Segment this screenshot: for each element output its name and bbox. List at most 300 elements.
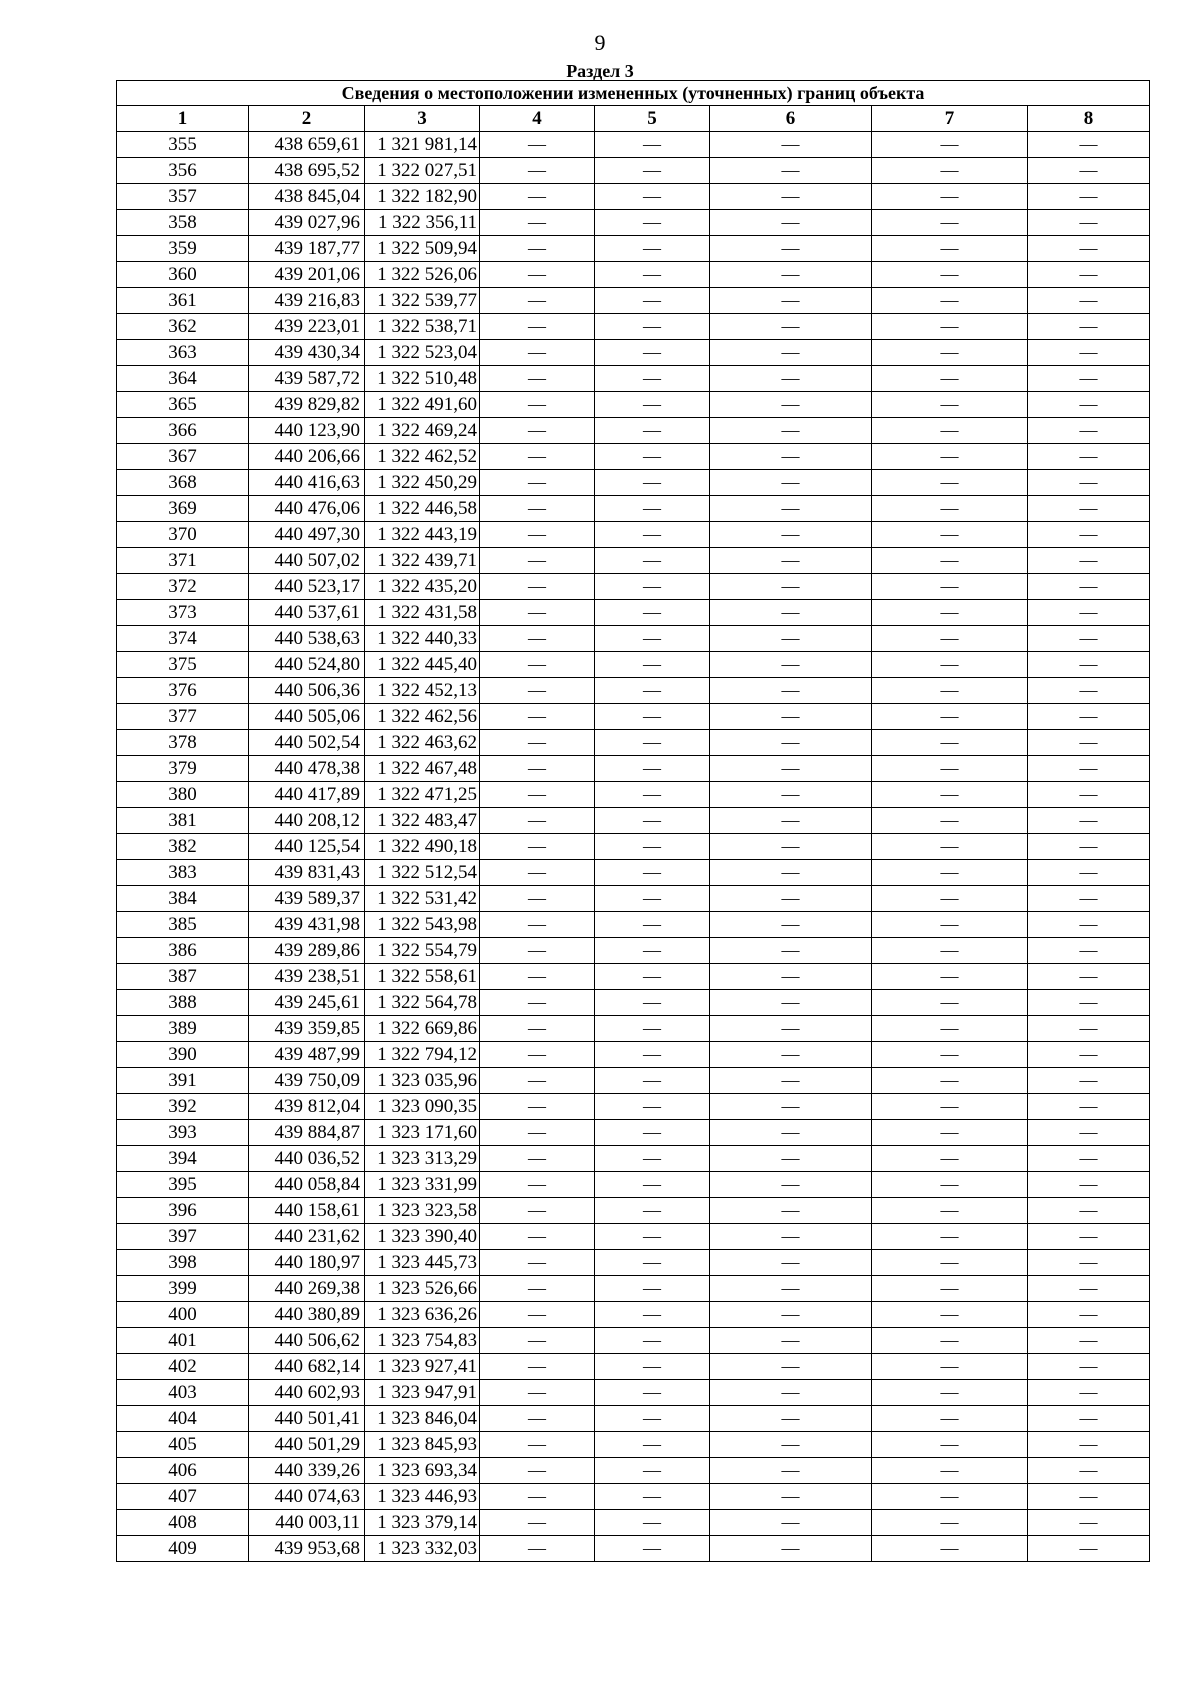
- empty-value-cell: —: [480, 678, 595, 704]
- empty-value-cell: —: [595, 548, 710, 574]
- empty-value-cell: —: [872, 912, 1028, 938]
- table-row: [117, 1094, 1150, 1120]
- point-number-cell: 391: [117, 1068, 249, 1094]
- empty-value-cell: —: [872, 158, 1028, 184]
- point-number-cell: 401: [117, 1328, 249, 1354]
- table-row: [117, 886, 1150, 912]
- table-row: [117, 1432, 1150, 1458]
- empty-value-cell: —: [872, 1068, 1028, 1094]
- section-title: Раздел 3: [566, 61, 634, 81]
- empty-value-cell: —: [872, 1510, 1028, 1536]
- empty-value-cell: —: [872, 990, 1028, 1016]
- empty-value-cell: —: [872, 1016, 1028, 1042]
- table-row: [117, 574, 1150, 600]
- empty-value-cell: —: [1028, 834, 1150, 860]
- empty-value-cell: —: [480, 1250, 595, 1276]
- empty-value-cell: —: [872, 340, 1028, 366]
- y-coordinate-cell: 1 322 439,71: [365, 548, 480, 574]
- point-number-cell: 383: [117, 860, 249, 886]
- point-number-cell: 390: [117, 1042, 249, 1068]
- y-coordinate-cell: 1 323 947,91: [365, 1380, 480, 1406]
- empty-value-cell: —: [480, 392, 595, 418]
- y-coordinate-cell: 1 322 469,24: [365, 418, 480, 444]
- empty-value-cell: —: [710, 1276, 872, 1302]
- empty-value-cell: —: [1028, 912, 1150, 938]
- x-coordinate-cell: 440 523,17: [249, 574, 365, 600]
- y-coordinate-cell: 1 322 440,33: [365, 626, 480, 652]
- empty-value-cell: —: [595, 1380, 710, 1406]
- empty-value-cell: —: [872, 236, 1028, 262]
- empty-value-cell: —: [1028, 236, 1150, 262]
- empty-value-cell: —: [710, 1042, 872, 1068]
- empty-value-cell: —: [1028, 1510, 1150, 1536]
- y-coordinate-cell: 1 323 636,26: [365, 1302, 480, 1328]
- point-number-cell: 392: [117, 1094, 249, 1120]
- empty-value-cell: —: [1028, 1172, 1150, 1198]
- empty-value-cell: —: [1028, 288, 1150, 314]
- table-caption: Сведения о местоположении измененных (уточненных) границ объекта: [117, 81, 1150, 106]
- point-number-cell: 387: [117, 964, 249, 990]
- table-row: [117, 1068, 1150, 1094]
- column-header-6: 6: [710, 106, 872, 132]
- empty-value-cell: —: [595, 600, 710, 626]
- empty-value-cell: —: [710, 314, 872, 340]
- empty-value-cell: —: [595, 496, 710, 522]
- x-coordinate-cell: 439 829,82: [249, 392, 365, 418]
- x-coordinate-cell: 439 238,51: [249, 964, 365, 990]
- point-number-cell: 382: [117, 834, 249, 860]
- x-coordinate-cell: 439 431,98: [249, 912, 365, 938]
- empty-value-cell: —: [480, 262, 595, 288]
- x-coordinate-cell: 440 417,89: [249, 782, 365, 808]
- point-number-cell: 358: [117, 210, 249, 236]
- y-coordinate-cell: 1 322 467,48: [365, 756, 480, 782]
- empty-value-cell: —: [710, 678, 872, 704]
- y-coordinate-cell: 1 323 445,73: [365, 1250, 480, 1276]
- empty-value-cell: —: [710, 236, 872, 262]
- table-row: [117, 990, 1150, 1016]
- point-number-cell: 405: [117, 1432, 249, 1458]
- empty-value-cell: —: [480, 1380, 595, 1406]
- empty-value-cell: —: [480, 1172, 595, 1198]
- y-coordinate-cell: 1 322 558,61: [365, 964, 480, 990]
- point-number-cell: 395: [117, 1172, 249, 1198]
- y-coordinate-cell: 1 323 845,93: [365, 1432, 480, 1458]
- empty-value-cell: —: [480, 418, 595, 444]
- y-coordinate-cell: 1 322 471,25: [365, 782, 480, 808]
- table-row: [117, 210, 1150, 236]
- point-number-cell: 408: [117, 1510, 249, 1536]
- empty-value-cell: —: [1028, 392, 1150, 418]
- table-row: [117, 1328, 1150, 1354]
- empty-value-cell: —: [710, 1432, 872, 1458]
- empty-value-cell: —: [480, 808, 595, 834]
- x-coordinate-cell: 440 123,90: [249, 418, 365, 444]
- empty-value-cell: —: [710, 1510, 872, 1536]
- empty-value-cell: —: [872, 730, 1028, 756]
- empty-value-cell: —: [1028, 782, 1150, 808]
- x-coordinate-cell: 439 587,72: [249, 366, 365, 392]
- empty-value-cell: —: [595, 392, 710, 418]
- empty-value-cell: —: [595, 1458, 710, 1484]
- empty-value-cell: —: [872, 1250, 1028, 1276]
- empty-value-cell: —: [595, 470, 710, 496]
- empty-value-cell: —: [1028, 1458, 1150, 1484]
- empty-value-cell: —: [1028, 184, 1150, 210]
- empty-value-cell: —: [1028, 652, 1150, 678]
- empty-value-cell: —: [480, 132, 595, 158]
- y-coordinate-cell: 1 322 445,40: [365, 652, 480, 678]
- empty-value-cell: —: [595, 1172, 710, 1198]
- empty-value-cell: —: [872, 288, 1028, 314]
- table-body: [117, 132, 1150, 1562]
- point-number-cell: 384: [117, 886, 249, 912]
- empty-value-cell: —: [1028, 522, 1150, 548]
- empty-value-cell: —: [710, 470, 872, 496]
- table-row: [117, 938, 1150, 964]
- empty-value-cell: —: [595, 756, 710, 782]
- x-coordinate-cell: 439 589,37: [249, 886, 365, 912]
- table-row: [117, 288, 1150, 314]
- point-number-cell: 386: [117, 938, 249, 964]
- point-number-cell: 396: [117, 1198, 249, 1224]
- x-coordinate-cell: 439 245,61: [249, 990, 365, 1016]
- x-coordinate-cell: 439 750,09: [249, 1068, 365, 1094]
- empty-value-cell: —: [710, 782, 872, 808]
- table-row: [117, 1146, 1150, 1172]
- y-coordinate-cell: 1 323 313,29: [365, 1146, 480, 1172]
- point-number-cell: 403: [117, 1380, 249, 1406]
- x-coordinate-cell: 440 538,63: [249, 626, 365, 652]
- x-coordinate-cell: 439 223,01: [249, 314, 365, 340]
- empty-value-cell: —: [480, 1120, 595, 1146]
- y-coordinate-cell: 1 322 446,58: [365, 496, 480, 522]
- empty-value-cell: —: [480, 886, 595, 912]
- column-header-5: 5: [595, 106, 710, 132]
- table-row: [117, 470, 1150, 496]
- empty-value-cell: —: [480, 756, 595, 782]
- table-row: [117, 964, 1150, 990]
- point-number-cell: 361: [117, 288, 249, 314]
- empty-value-cell: —: [480, 158, 595, 184]
- y-coordinate-cell: 1 322 538,71: [365, 314, 480, 340]
- empty-value-cell: —: [1028, 938, 1150, 964]
- point-number-cell: 388: [117, 990, 249, 1016]
- point-number-cell: 364: [117, 366, 249, 392]
- empty-value-cell: —: [595, 340, 710, 366]
- empty-value-cell: —: [710, 834, 872, 860]
- table-row: [117, 340, 1150, 366]
- table-row: [117, 1172, 1150, 1198]
- empty-value-cell: —: [480, 1432, 595, 1458]
- empty-value-cell: —: [710, 262, 872, 288]
- empty-value-cell: —: [1028, 808, 1150, 834]
- empty-value-cell: —: [595, 418, 710, 444]
- table-row: [117, 392, 1150, 418]
- empty-value-cell: —: [872, 1484, 1028, 1510]
- empty-value-cell: —: [480, 340, 595, 366]
- empty-value-cell: —: [1028, 990, 1150, 1016]
- empty-value-cell: —: [480, 730, 595, 756]
- empty-value-cell: —: [480, 912, 595, 938]
- table-row: [117, 860, 1150, 886]
- y-coordinate-cell: 1 322 669,86: [365, 1016, 480, 1042]
- x-coordinate-cell: 440 003,11: [249, 1510, 365, 1536]
- empty-value-cell: —: [710, 366, 872, 392]
- x-coordinate-cell: 440 180,97: [249, 1250, 365, 1276]
- y-coordinate-cell: 1 323 323,58: [365, 1198, 480, 1224]
- empty-value-cell: —: [710, 626, 872, 652]
- empty-value-cell: —: [595, 730, 710, 756]
- empty-value-cell: —: [872, 210, 1028, 236]
- empty-value-cell: —: [872, 392, 1028, 418]
- empty-value-cell: —: [1028, 626, 1150, 652]
- x-coordinate-cell: 440 502,54: [249, 730, 365, 756]
- x-coordinate-cell: 440 682,14: [249, 1354, 365, 1380]
- x-coordinate-cell: 439 201,06: [249, 262, 365, 288]
- empty-value-cell: —: [595, 964, 710, 990]
- empty-value-cell: —: [872, 808, 1028, 834]
- empty-value-cell: —: [1028, 600, 1150, 626]
- empty-value-cell: —: [595, 210, 710, 236]
- point-number-cell: 407: [117, 1484, 249, 1510]
- empty-value-cell: —: [872, 886, 1028, 912]
- coordinates-table: [116, 80, 1150, 1562]
- empty-value-cell: —: [595, 314, 710, 340]
- point-number-cell: 379: [117, 756, 249, 782]
- empty-value-cell: —: [1028, 158, 1150, 184]
- empty-value-cell: —: [595, 184, 710, 210]
- point-number-cell: 365: [117, 392, 249, 418]
- table-row: [117, 730, 1150, 756]
- table-row: [117, 1120, 1150, 1146]
- empty-value-cell: —: [710, 288, 872, 314]
- column-header-8: 8: [1028, 106, 1150, 132]
- empty-value-cell: —: [710, 392, 872, 418]
- empty-value-cell: —: [595, 1484, 710, 1510]
- x-coordinate-cell: 438 845,04: [249, 184, 365, 210]
- x-coordinate-cell: 440 231,62: [249, 1224, 365, 1250]
- point-number-cell: 397: [117, 1224, 249, 1250]
- point-number-cell: 360: [117, 262, 249, 288]
- y-coordinate-cell: 1 323 390,40: [365, 1224, 480, 1250]
- empty-value-cell: —: [595, 262, 710, 288]
- point-number-cell: 409: [117, 1536, 249, 1562]
- empty-value-cell: —: [595, 1120, 710, 1146]
- point-number-cell: 371: [117, 548, 249, 574]
- y-coordinate-cell: 1 323 379,14: [365, 1510, 480, 1536]
- point-number-cell: 380: [117, 782, 249, 808]
- x-coordinate-cell: 440 524,80: [249, 652, 365, 678]
- empty-value-cell: —: [872, 626, 1028, 652]
- empty-value-cell: —: [1028, 1536, 1150, 1562]
- table-row: [117, 158, 1150, 184]
- empty-value-cell: —: [480, 444, 595, 470]
- y-coordinate-cell: 1 322 435,20: [365, 574, 480, 600]
- table-row: [117, 366, 1150, 392]
- empty-value-cell: —: [872, 574, 1028, 600]
- x-coordinate-cell: 438 659,61: [249, 132, 365, 158]
- empty-value-cell: —: [595, 1068, 710, 1094]
- empty-value-cell: —: [480, 860, 595, 886]
- empty-value-cell: —: [595, 1536, 710, 1562]
- empty-value-cell: —: [480, 1042, 595, 1068]
- empty-value-cell: —: [710, 1172, 872, 1198]
- y-coordinate-cell: 1 322 564,78: [365, 990, 480, 1016]
- y-coordinate-cell: 1 323 846,04: [365, 1406, 480, 1432]
- empty-value-cell: —: [872, 1302, 1028, 1328]
- empty-value-cell: —: [480, 314, 595, 340]
- x-coordinate-cell: 440 537,61: [249, 600, 365, 626]
- empty-value-cell: —: [480, 210, 595, 236]
- x-coordinate-cell: 439 812,04: [249, 1094, 365, 1120]
- point-number-cell: 376: [117, 678, 249, 704]
- y-coordinate-cell: 1 323 035,96: [365, 1068, 480, 1094]
- table-row: [117, 1406, 1150, 1432]
- empty-value-cell: —: [872, 522, 1028, 548]
- empty-value-cell: —: [595, 1302, 710, 1328]
- point-number-cell: 381: [117, 808, 249, 834]
- empty-value-cell: —: [1028, 704, 1150, 730]
- empty-value-cell: —: [1028, 1380, 1150, 1406]
- y-coordinate-cell: 1 322 509,94: [365, 236, 480, 262]
- y-coordinate-cell: 1 322 182,90: [365, 184, 480, 210]
- empty-value-cell: —: [595, 366, 710, 392]
- empty-value-cell: —: [480, 522, 595, 548]
- x-coordinate-cell: 440 380,89: [249, 1302, 365, 1328]
- x-coordinate-cell: 440 507,02: [249, 548, 365, 574]
- empty-value-cell: —: [710, 1224, 872, 1250]
- empty-value-cell: —: [1028, 1302, 1150, 1328]
- empty-value-cell: —: [710, 808, 872, 834]
- x-coordinate-cell: 440 036,52: [249, 1146, 365, 1172]
- point-number-cell: 355: [117, 132, 249, 158]
- point-number-cell: 404: [117, 1406, 249, 1432]
- empty-value-cell: —: [872, 1380, 1028, 1406]
- empty-value-cell: —: [480, 1224, 595, 1250]
- x-coordinate-cell: 440 478,38: [249, 756, 365, 782]
- empty-value-cell: —: [480, 964, 595, 990]
- empty-value-cell: —: [872, 470, 1028, 496]
- empty-value-cell: —: [872, 704, 1028, 730]
- empty-value-cell: —: [480, 1510, 595, 1536]
- empty-value-cell: —: [480, 834, 595, 860]
- empty-value-cell: —: [1028, 262, 1150, 288]
- table-row: [117, 1250, 1150, 1276]
- column-header-1: 1: [117, 106, 249, 132]
- point-number-cell: 393: [117, 1120, 249, 1146]
- empty-value-cell: —: [710, 652, 872, 678]
- empty-value-cell: —: [710, 860, 872, 886]
- point-number-cell: 373: [117, 600, 249, 626]
- column-number-row: [117, 106, 1150, 132]
- empty-value-cell: —: [1028, 574, 1150, 600]
- table-caption-row: [117, 81, 1150, 106]
- empty-value-cell: —: [1028, 210, 1150, 236]
- empty-value-cell: —: [710, 1484, 872, 1510]
- empty-value-cell: —: [480, 1484, 595, 1510]
- empty-value-cell: —: [595, 990, 710, 1016]
- column-header-2: 2: [249, 106, 365, 132]
- x-coordinate-cell: 439 487,99: [249, 1042, 365, 1068]
- y-coordinate-cell: 1 322 491,60: [365, 392, 480, 418]
- table-row: [117, 1224, 1150, 1250]
- empty-value-cell: —: [595, 1224, 710, 1250]
- empty-value-cell: —: [595, 1328, 710, 1354]
- x-coordinate-cell: 440 476,06: [249, 496, 365, 522]
- y-coordinate-cell: 1 323 693,34: [365, 1458, 480, 1484]
- y-coordinate-cell: 1 322 443,19: [365, 522, 480, 548]
- table-row: [117, 834, 1150, 860]
- empty-value-cell: —: [872, 1146, 1028, 1172]
- table-row: [117, 262, 1150, 288]
- empty-value-cell: —: [480, 496, 595, 522]
- y-coordinate-cell: 1 322 356,11: [365, 210, 480, 236]
- y-coordinate-cell: 1 322 510,48: [365, 366, 480, 392]
- y-coordinate-cell: 1 322 490,18: [365, 834, 480, 860]
- x-coordinate-cell: 440 339,26: [249, 1458, 365, 1484]
- x-coordinate-cell: 439 359,85: [249, 1016, 365, 1042]
- empty-value-cell: —: [595, 834, 710, 860]
- empty-value-cell: —: [1028, 548, 1150, 574]
- table-row: [117, 522, 1150, 548]
- x-coordinate-cell: 439 831,43: [249, 860, 365, 886]
- point-number-cell: 377: [117, 704, 249, 730]
- empty-value-cell: —: [1028, 730, 1150, 756]
- empty-value-cell: —: [1028, 1328, 1150, 1354]
- empty-value-cell: —: [710, 756, 872, 782]
- empty-value-cell: —: [710, 1380, 872, 1406]
- empty-value-cell: —: [872, 782, 1028, 808]
- table-row: [117, 418, 1150, 444]
- empty-value-cell: —: [1028, 756, 1150, 782]
- empty-value-cell: —: [710, 1536, 872, 1562]
- empty-value-cell: —: [480, 1328, 595, 1354]
- table-row: [117, 626, 1150, 652]
- empty-value-cell: —: [595, 860, 710, 886]
- empty-value-cell: —: [480, 782, 595, 808]
- empty-value-cell: —: [1028, 678, 1150, 704]
- point-number-cell: 398: [117, 1250, 249, 1276]
- y-coordinate-cell: 1 321 981,14: [365, 132, 480, 158]
- column-header-3: 3: [365, 106, 480, 132]
- empty-value-cell: —: [595, 1198, 710, 1224]
- empty-value-cell: —: [595, 1094, 710, 1120]
- empty-value-cell: —: [480, 1198, 595, 1224]
- table-row: [117, 652, 1150, 678]
- empty-value-cell: —: [480, 704, 595, 730]
- empty-value-cell: —: [480, 1406, 595, 1432]
- y-coordinate-cell: 1 322 431,58: [365, 600, 480, 626]
- point-number-cell: 356: [117, 158, 249, 184]
- empty-value-cell: —: [595, 444, 710, 470]
- empty-value-cell: —: [872, 366, 1028, 392]
- empty-value-cell: —: [710, 730, 872, 756]
- empty-value-cell: —: [595, 132, 710, 158]
- table-row: [117, 548, 1150, 574]
- empty-value-cell: —: [595, 626, 710, 652]
- empty-value-cell: —: [872, 1198, 1028, 1224]
- empty-value-cell: —: [1028, 1042, 1150, 1068]
- empty-value-cell: —: [872, 1458, 1028, 1484]
- table-row: [117, 756, 1150, 782]
- point-number-cell: 378: [117, 730, 249, 756]
- table-row: [117, 782, 1150, 808]
- empty-value-cell: —: [872, 678, 1028, 704]
- y-coordinate-cell: 1 322 450,29: [365, 470, 480, 496]
- empty-value-cell: —: [480, 652, 595, 678]
- y-coordinate-cell: 1 322 526,06: [365, 262, 480, 288]
